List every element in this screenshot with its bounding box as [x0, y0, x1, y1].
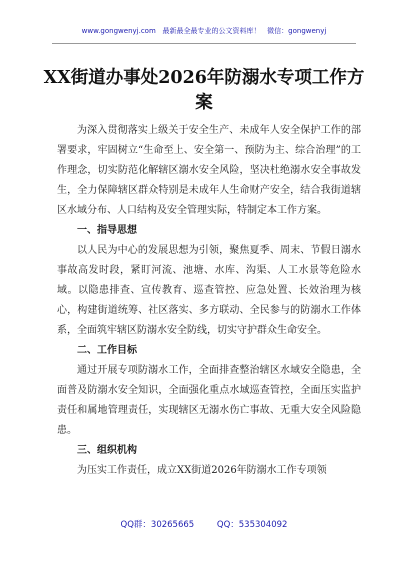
page-header — [0, 26, 408, 36]
header-divider — [52, 43, 356, 44]
section-heading: 二、工作目标 — [77, 345, 137, 356]
body-paragraph: 为深入贯彻落实上级关于安全生产、未成年人安全保护工作的部署要求，牢固树立“生命至上、安全第一、预防为主、综合治理”的工作理念，切实防范化解辖区溺水安全风险，坚决杜绝溺水安全事故发生，全力保障辖区群众特别是未成年人生命财产安全，结合我街道辖区水域分布、人口结构及安全管理实际，特制定本工作方案。 — [57, 125, 361, 216]
header-wechat: 微信：gongwenyj — [267, 27, 327, 35]
document-title: XX街道办事处2026年防溺水专项工作方案 — [43, 68, 365, 113]
body-paragraph: 以人民为中心的发展思想为引领，聚焦夏季、周末、节假日溺水事故高发时段，紧盯河流、池塘、水库、沟渠、人工水景等危险水域。以隐患排查、宣传教育、巡查管控、应急处置、长效治理为核心，构建街道统筹、社区落实、多方联动、全民参与的防溺水工作体系，全面筑牢辖区防溺水安全防线，切实守护群众生命安全。 — [57, 245, 361, 336]
section-heading: 三、组织机构 — [77, 445, 137, 456]
footer-qq-group: QQ群：30265665 — [120, 520, 195, 530]
header-site[interactable]: www.gongwenyj.com — [81, 27, 156, 35]
footer-qq: QQ：535304092 — [216, 520, 288, 530]
body-paragraph: 通过开展专项防溺水工作，全面排查整治辖区水域安全隐患，全面普及防溺水安全知识，全面强化重点水域巡查管控，全面压实监护责任和属地管理责任，实现辖区无溺水伤亡事故、无重大安全风险隐患。 — [57, 365, 361, 436]
document-body — [57, 121, 361, 481]
header-slogan: 最新最全最专业的公文资料库！ — [162, 27, 261, 35]
page-footer — [0, 518, 408, 530]
body-paragraph: 为压实工作责任，成立XX街道2026年防溺水工作专项领 — [77, 465, 327, 476]
section-heading: 一、指导思想 — [77, 225, 137, 236]
